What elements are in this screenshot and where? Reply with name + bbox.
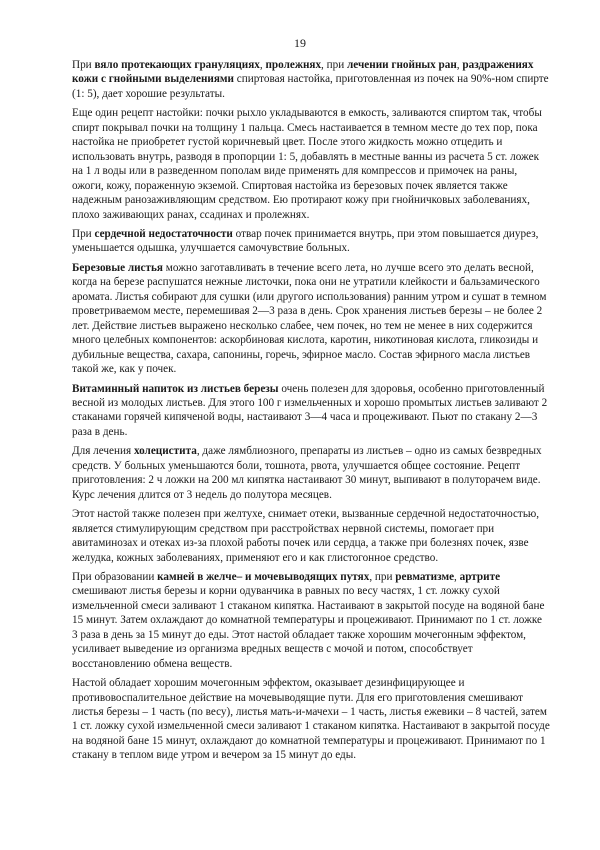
term-stones: камней в желче– и мочевыводящих путях <box>157 570 370 583</box>
text: Для лечения <box>72 445 134 458</box>
term-purulent-wounds: лечении гнойных ран <box>347 59 457 71</box>
term-vitamin-drink: Витаминный напиток из листьев березы <box>72 382 279 395</box>
text: , <box>259 59 266 71</box>
text: При образовании <box>72 570 158 583</box>
paragraph-vitamin-drink <box>72 382 550 440</box>
page-content <box>72 58 550 768</box>
term-skin-irritation: раздражениях кожи с гнойными выделениями <box>72 59 534 86</box>
paragraph-infusion-uses: Этот настой также полезен при желтухе, снимает отеки, вызванные сердечной недостаточностью, является стимулирующим средством при расстройствах нервной системы, помогает при авитаминозах и отеках из-за плохой работы почек или сердца, а также при болезнях почек, язве желудка, кожных заболеваниях, применяют его и как глистогонное средство. <box>72 508 540 564</box>
term-heart-failure: сердечной недостаточности <box>94 227 233 240</box>
paragraph-cholecystitis <box>72 444 550 502</box>
paragraph-granulations <box>72 58 550 101</box>
text: смешивают листья березы и корни одуванчика в равных по весу частях, 1 ст. ложку сухой измельченной смеси заливают 1 стаканом кипятка. Настаивают в закрытой посуде на водяной бане 15 минут. Затем охлаждают до комнатной температуры и процеживают. Принимают по 1 ст. ложке 3 раза в день за 15 минут до еды. Этот настой обладает также хорошим мочегонным эффектом, усиливает выведение из организма вредных веществ с мочой и потом, способствует восстановлению обмена веществ. <box>72 585 545 670</box>
paragraph-tincture-recipe: Еще один рецепт настойки: почки рыхло укладываются в емкость, заливаются спиртом так, чтобы спирт покрывал почки на толщину 1 пальца. Смесь настаивается в темном месте до тех пор, пока настойка не приобретет густой коричневый цвет. После этого жидкость можно отцедить и использовать внутрь, разводя в пропорции 1: 5, добавлять в местные ванны из расчета 5 ст. ложек на 1 л воды или в разведенном пополам виде применять для компрессов и примочек на раны, ожоги, кожу, пораженную экземой. Спиртовая настойка из березовых почек является также надежным ранозаживляющим средством. Ею протирают кожу при гнойничковых заболеваниях, плохо заживающих ранах, ссадинах и пролежнях. <box>72 107 542 221</box>
term-arthritis: артрите <box>459 570 501 583</box>
text: При <box>72 59 95 71</box>
text: , даже лямблиозного, препараты из листьев – одно из самых безвредных средств. У больных уменьшаются боли, тошнота, рвота, улучшается общее состояние. Рецепт приготовления: 2 ч ложки на 200 мл кипятка настаивают 30 минут, выпивают в полуторачем виде. Курс лечения длится от 3 недель до полутора месяцев. <box>72 445 542 501</box>
text: , при <box>321 59 348 71</box>
text: При <box>72 227 95 240</box>
text: , <box>456 59 463 71</box>
paragraph-birch-leaves <box>72 261 550 377</box>
paragraph-stones <box>72 570 550 671</box>
text: очень полезен для здоровья, особенно приготовленный весной из молодых листьев. Для этого 100 г измельченных и хорошо промытых листьев заливают 2 стаканами горячей кипяченой воды, настаивают 3—4 часа и процеживают. Пьют по стакану 2—3 раза в день. <box>72 382 548 438</box>
text: можно заготавливать в течение всего лета, но лучше всего это делать весной, когда на березе распушатся нежные листочки, пока они не утратили клейкости и бальзамического аромата. Листья собирают для сушки (или другого использования) ранним утром и сушат в темном проветриваемом месте, перемешивая 2—3 раза в день. Срок хранения листьев березы – не более 2 лет. Действие листьев выражено несколько слабее, чем почек, но тем не менее в них содержится много целебных компонентов: аскорбиновая кислота, каротин, никотиновая кислота, гликозиды и дубильные вещества, сахара, сапонины, горечь, эфирное масло. Состав эфирного масла листьев такой же, как у почек. <box>72 261 547 376</box>
paragraph-heart-failure <box>72 227 550 256</box>
text: отвар почек принимается внутрь, при этом повышается диурез, уменьшается одышка, улучшается самочувствие больных. <box>72 227 539 255</box>
text: , <box>454 570 460 583</box>
term-granulations: вяло протекающих грануляциях <box>94 59 260 71</box>
term-bedsores: пролежнях <box>265 59 322 71</box>
page-number: 19 <box>294 36 306 50</box>
paragraph-diuretic-infusion: Настой обладает хорошим мочегонным эффектом, оказывает дезинфицирующее и противовоспалительное действие на мочевыводящие пути. Для его приготовления смешивают листья березы – 1 часть (по весу), листья мать-и-мачехи – 1 часть, листья ежевики – 8 частей, затем 1 ст. ложку сухой измельченной смеси заливают 1 стаканом кипятка. Настаивают в закрытой посуде на водяной бане 15 минут, охлаждают до комнатной температуры и процеживают. Принимают по 1 стакану в теплом виде утром и вечером за 15 минут до еды. <box>72 677 550 762</box>
text: , при <box>369 570 396 583</box>
term-rheumatism: ревматизме <box>395 570 455 583</box>
term-birch-leaves: Березовые листья <box>72 261 163 274</box>
term-cholecystitis: холецистита <box>133 445 197 458</box>
text: спиртовая настойка, приготовленная из почек на 90%-ном спирте (1: 5), дает хорошие результаты. <box>72 73 549 100</box>
